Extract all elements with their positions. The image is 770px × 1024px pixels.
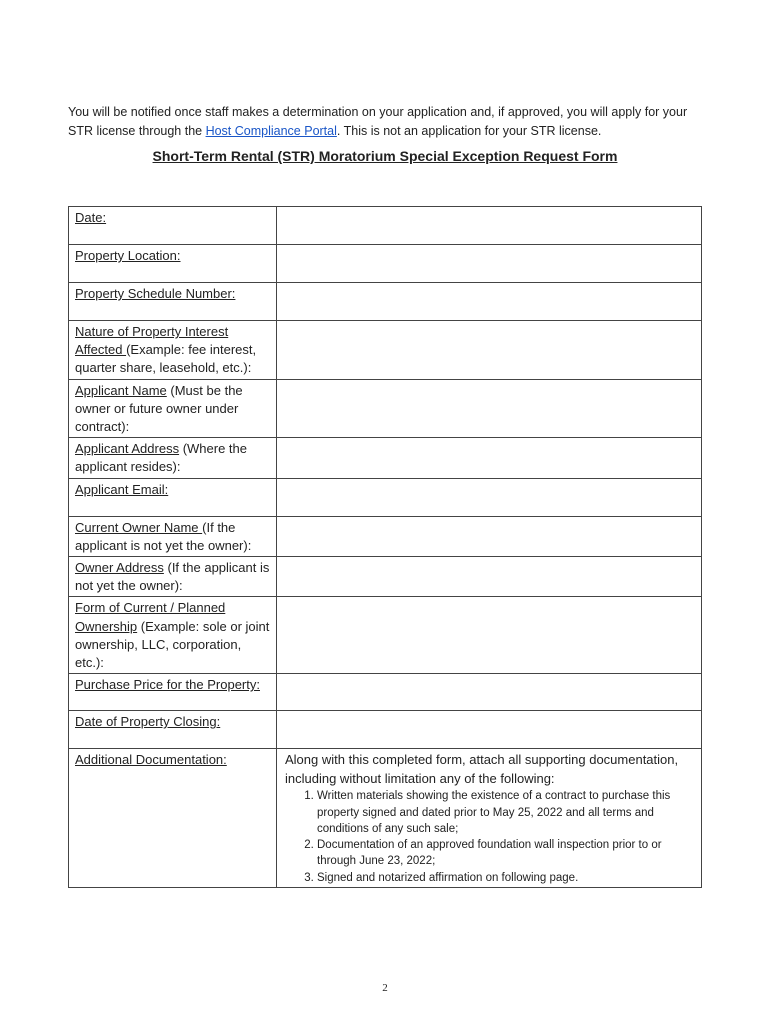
field-label-applicant-email: Applicant Email: — [69, 478, 277, 516]
field-label-schedule-number: Property Schedule Number: — [69, 283, 277, 321]
form-row-applicant-email — [69, 478, 702, 516]
field-label-property-location: Property Location: — [69, 245, 277, 283]
field-input-current-owner-name[interactable] — [277, 516, 702, 556]
form-row-owner-address — [69, 557, 702, 597]
field-label-date: Date: — [69, 207, 277, 245]
field-input-property-location[interactable] — [277, 245, 702, 283]
field-label-ownership-form: Form of Current / Planned Ownership (Example: sole or joint ownership, LLC, corporation, etc.): — [69, 597, 277, 674]
field-input-applicant-email[interactable] — [277, 478, 702, 516]
form-row-ownership-form — [69, 597, 702, 674]
form-row-purchase-price — [69, 674, 702, 711]
form-row-closing-date — [69, 711, 702, 749]
field-input-date[interactable] — [277, 207, 702, 245]
field-input-ownership-form[interactable] — [277, 597, 702, 674]
additional-docs-intro: Along with this completed form, attach all supporting documentation, including without limitation any of the following: — [285, 752, 679, 786]
field-input-nature-interest[interactable] — [277, 321, 702, 380]
form-row-current-owner-name — [69, 516, 702, 556]
intro-text-end: . This is not an application for your STR license. — [336, 123, 602, 138]
form-row-nature-interest — [69, 321, 702, 380]
form-row-applicant-name — [69, 379, 702, 438]
host-compliance-portal-link[interactable]: Host Compliance Portal — [205, 123, 337, 138]
field-input-closing-date[interactable] — [277, 711, 702, 749]
list-item: 3. Signed and notarized affirmation on following page. — [317, 870, 695, 886]
field-label-current-owner-name: Current Owner Name (If the applicant is not yet the owner): — [69, 516, 277, 556]
field-label-nature-interest: Nature of Property Interest Affected (Example: fee interest, quarter share, leasehold, etc.): — [69, 321, 277, 380]
page-number: 2 — [382, 982, 388, 994]
list-item: 1. Written materials showing the existence of a contract to purchase this property signed and dated prior to May 25, 2022 and all terms and conditions of any such sale; — [317, 788, 695, 837]
field-label-additional-docs: Additional Documentation: — [69, 749, 277, 888]
form-title: Short-Term Rental (STR) Moratorium Special Exception Request Form — [152, 148, 618, 164]
field-label-owner-address: Owner Address (If the applicant is not yet the owner): — [69, 557, 277, 597]
additional-docs-list — [283, 788, 695, 886]
form-row-additional-docs — [69, 749, 702, 888]
list-item: 2. Documentation of an approved foundation wall inspection prior to or through June 23, 2022; — [317, 837, 695, 870]
field-input-applicant-address[interactable] — [277, 438, 702, 478]
intro-text: You will be notified once staff makes a determination on your application and, if approved, you will apply for your STR license through the — [68, 104, 688, 138]
form-row-schedule-number — [69, 283, 702, 321]
request-form-table — [68, 206, 702, 888]
form-row-date — [69, 207, 702, 245]
field-label-applicant-name: Applicant Name (Must be the owner or future owner under contract): — [69, 379, 277, 438]
intro-paragraph — [68, 103, 708, 141]
additional-docs-content — [277, 749, 702, 888]
form-row-applicant-address — [69, 438, 702, 478]
field-input-purchase-price[interactable] — [277, 674, 702, 711]
form-row-property-location — [69, 245, 702, 283]
field-label-closing-date: Date of Property Closing: — [69, 711, 277, 749]
field-input-owner-address[interactable] — [277, 557, 702, 597]
field-input-applicant-name[interactable] — [277, 379, 702, 438]
field-input-schedule-number[interactable] — [277, 283, 702, 321]
field-label-purchase-price: Purchase Price for the Property: — [69, 674, 277, 711]
field-label-applicant-address: Applicant Address (Where the applicant resides): — [69, 438, 277, 478]
